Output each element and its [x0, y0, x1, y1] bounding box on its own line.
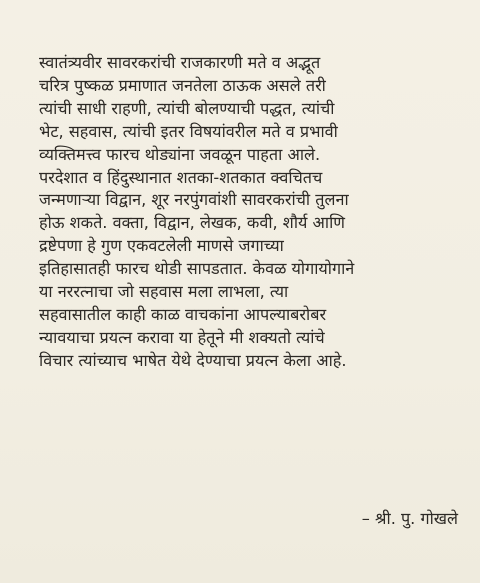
- text-line: भेट, सहवास, त्यांची इतर विषयांवरील मते व प्रभावी: [39, 121, 338, 141]
- text-line: न्यावयाचा प्रयत्न करावा या हेतूने मी शक्यतो त्यांचे: [39, 327, 325, 347]
- text-line: जन्मणाऱ्या विद्वान, शूर नरपुंगवांशी सावरकरांची तुलना: [39, 190, 349, 210]
- text-line: चरित्र पुष्कळ प्रमाणात जनतेला ठाऊक असले तरी: [39, 75, 326, 95]
- preface-paragraph: [39, 52, 471, 373]
- author-signature: – श्री. पु. गोखले: [361, 509, 458, 528]
- text-line: त्यांची साधी राहणी, त्यांची बोलण्याची पद्धत, त्यांची: [39, 98, 335, 118]
- text-line: विचार त्यांच्याच भाषेत येथे देण्याचा प्रयत्न केला आहे.: [39, 350, 347, 370]
- text-line: परदेशात व हिंदुस्थानात शतका-शतकात क्वचितच: [39, 167, 323, 187]
- text-line: सहवासातील काही काळ वाचकांना आपल्याबरोबर: [39, 304, 327, 324]
- text-line: द्रष्टेपणा हे गुण एकवटलेली माणसे जगाच्या: [39, 236, 284, 256]
- text-line: होऊ शकते. वक्ता, विद्वान, लेखक, कवी, शौर्य आणि: [39, 213, 345, 233]
- text-line: स्वातंत्र्यवीर सावरकरांची राजकारणी मते व अद्भूत: [39, 53, 321, 72]
- text-line: या नररत्नाचा जो सहवास मला लाभला, त्या: [39, 282, 289, 302]
- text-line: व्यक्तिमत्त्व फारच थोड्यांना जवळून पाहता आले.: [39, 144, 321, 164]
- text-line: इतिहासातही फारच थोडी सापडतात. केवळ योगायोगाने: [39, 259, 355, 279]
